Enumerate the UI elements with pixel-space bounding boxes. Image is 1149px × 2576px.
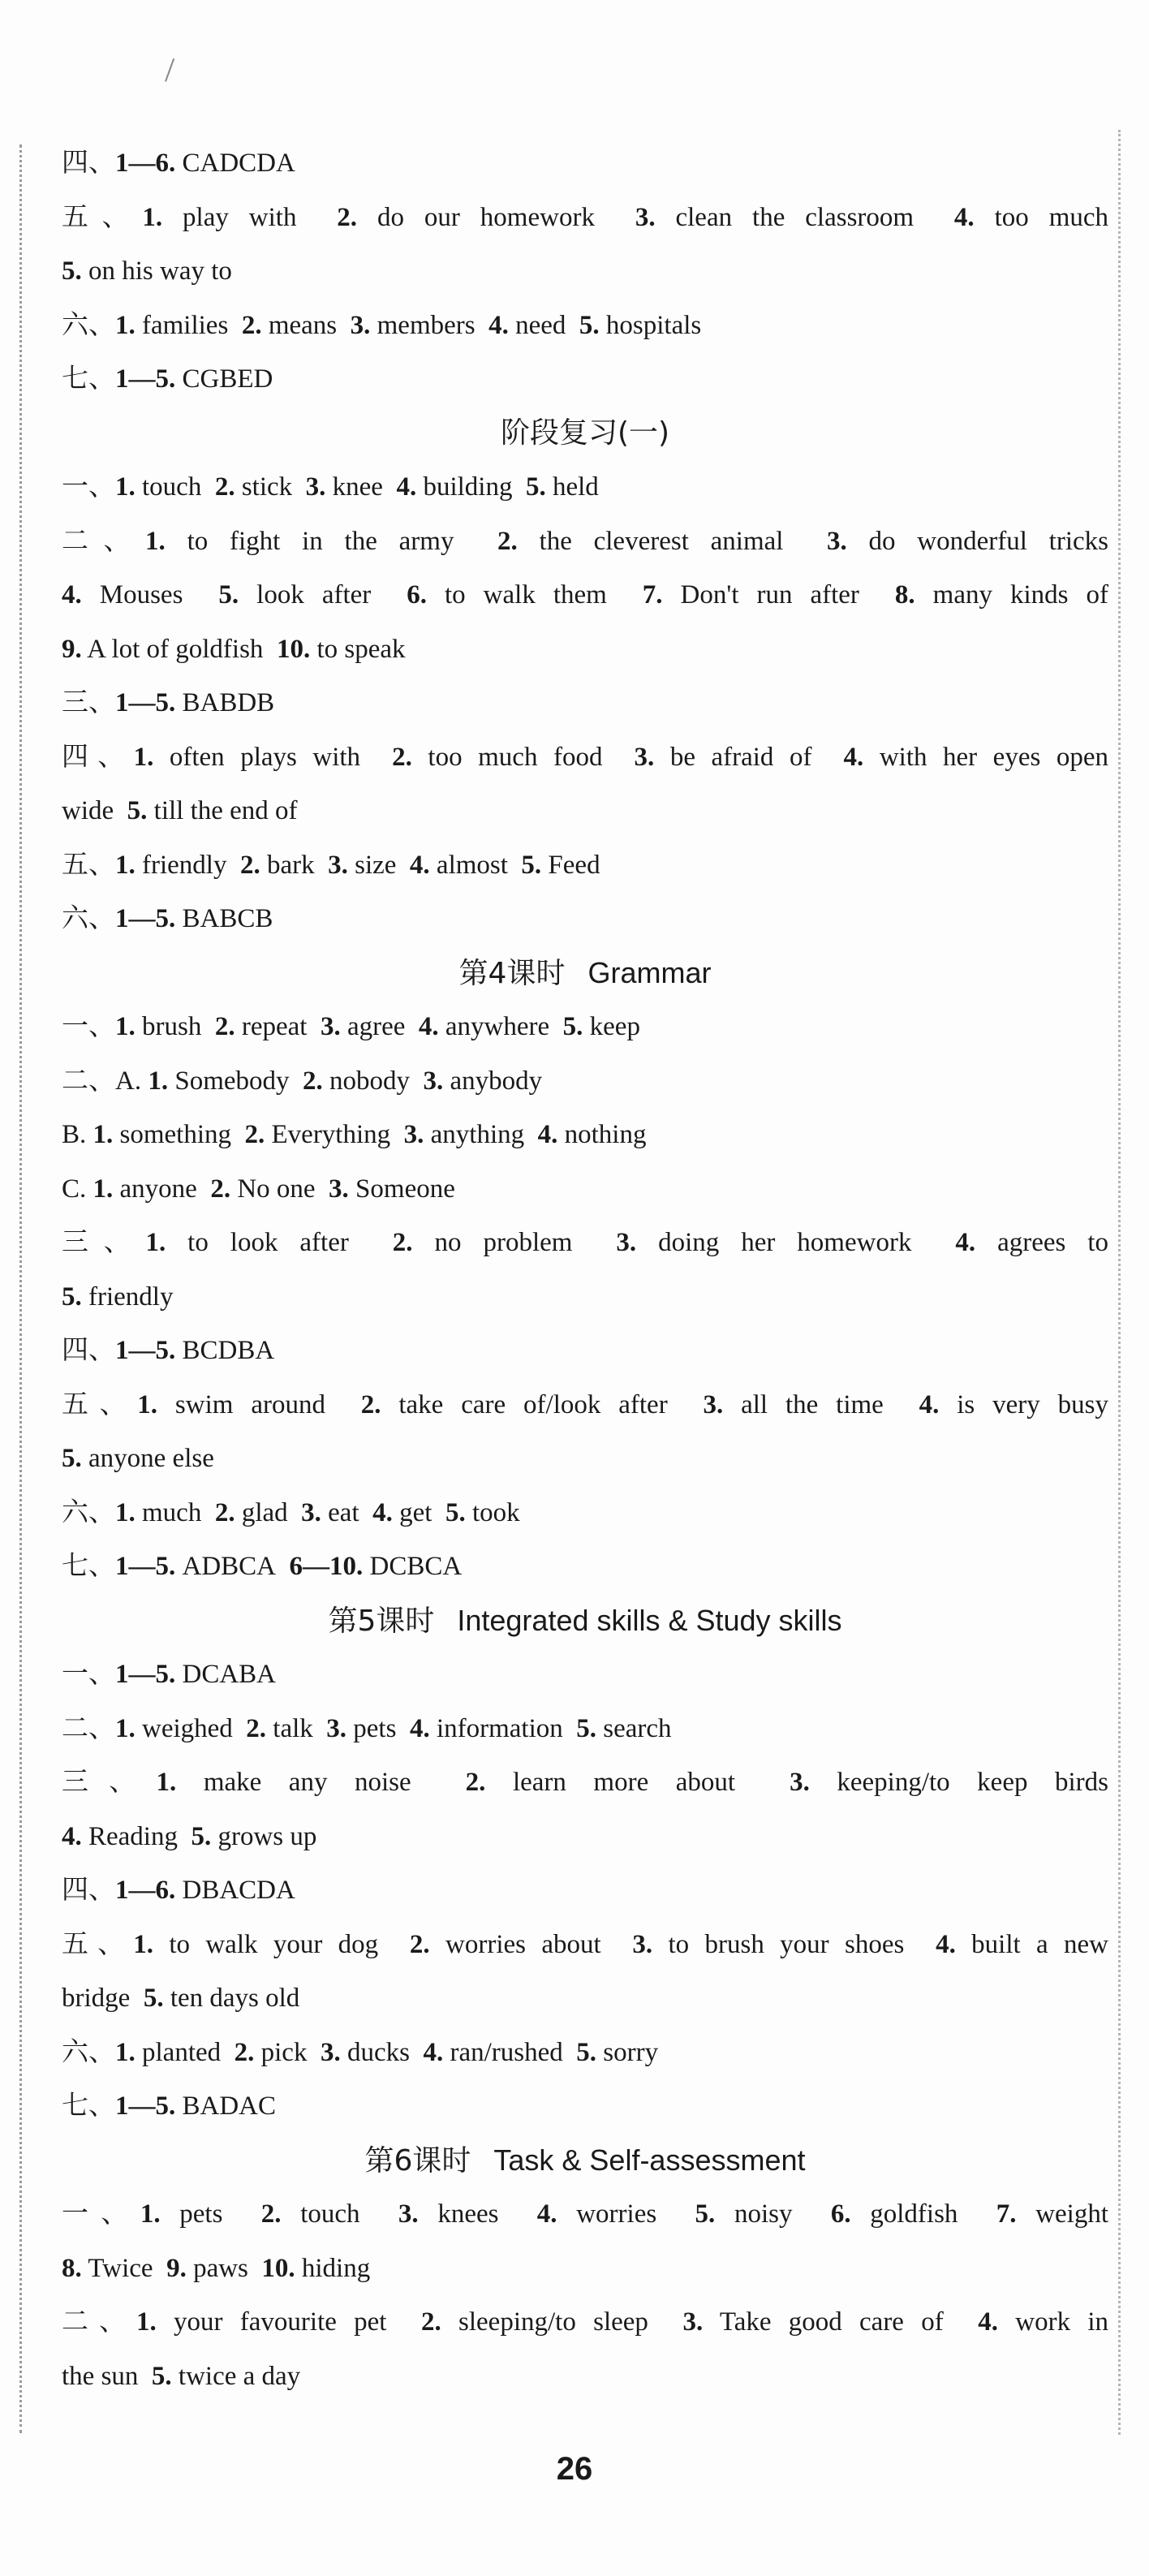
answer-line: 4. Reading 5. grows up — [62, 1821, 317, 1851]
answer-line: 六、1. planted 2. pick 3. ducks 4. ran/rushed 5. sorry — [62, 2037, 659, 2067]
answer-line: 六、1. much 2. glad 3. eat 4. get 5. took — [62, 1497, 520, 1527]
section-title-en: Task & Self-assessment — [493, 2143, 806, 2177]
answer-line: 一、1. touch 2. stick 3. knee 4. building 5. held — [62, 472, 599, 502]
section-title-en: Integrated skills & Study skills — [457, 1603, 842, 1637]
section-title-zh: 第6课时 — [364, 2143, 471, 2178]
answer-line: 五、1. play with 2. do our homework 3. clean the classroom 4. too much — [62, 202, 1109, 232]
answer-line: 七、1—5. BADAC — [62, 2091, 277, 2121]
section-title — [62, 946, 1108, 1001]
section-title-zh: 阶段复习(一) — [500, 416, 670, 450]
answer-line: bridge 5. ten days old — [62, 1984, 300, 2013]
answer-line: the sun 5. twice a day — [62, 2361, 301, 2391]
answer-line: 四、1. often plays with 2. too much food 3. be afraid of 4. with her eyes open — [62, 742, 1109, 772]
answer-line: 三、1. to look after 2. no problem 3. doing her homework 4. agrees to — [62, 1228, 1108, 1257]
answer-line: 五、1. to walk your dog 2. worries about 3. to brush your shoes 4. built a new — [62, 1929, 1109, 1959]
answer-line: 五、1. swim around 2. take care of/look after 3. all the time 4. is very busy — [62, 1389, 1109, 1419]
answer-line: 五、1. friendly 2. bark 3. size 4. almost 5. Feed — [62, 850, 600, 880]
answer-line: 9. A lot of goldfish 10. to speak — [62, 634, 406, 664]
answer-line: 二、1. to fight in the army 2. the cleverest animal 3. do wonderful tricks — [62, 526, 1108, 556]
answer-line: wide 5. till the end of — [62, 796, 298, 825]
answer-line: 5. anyone else — [62, 1444, 214, 1473]
section-title-en: Grammar — [587, 955, 712, 989]
answer-line: 三、1. make any noise 2. learn more about 3. keeping/to keep birds — [62, 1768, 1108, 1797]
answer-line: 三、1—5. BABDB — [62, 688, 275, 717]
answer-line: 二、1. weighed 2. talk 3. pets 4. information 5. search — [62, 1713, 672, 1743]
answer-line: 一、1—5. DCABA — [62, 1660, 277, 1689]
answer-line: 二、1. your favourite pet 2. sleeping/to sleep 3. Take good care of 4. work in — [62, 2307, 1108, 2337]
answer-line: 一、1. brush 2. repeat 3. agree 4. anywhere 5. keep — [62, 1012, 640, 1041]
answer-line: C. 1. anyone 2. No one 3. Someone — [62, 1174, 455, 1204]
answer-line: 六、1—5. BABCB — [62, 904, 273, 933]
answer-line: 8. Twice 9. paws 10. hiding — [62, 2253, 371, 2283]
section-title — [62, 407, 1108, 461]
answer-line: 二、A. 1. Somebody 2. nobody 3. anybody — [62, 1066, 543, 1096]
answer-line: 4. Mouses 5. look after 6. to walk them 7. Don't run after 8. many kinds of — [62, 580, 1108, 610]
answer-line: 七、1—5. ADBCA 6—10. DCBCA — [62, 1552, 463, 1581]
answer-line: 六、1. families 2. means 3. members 4. need 5. hospitals — [62, 310, 702, 340]
answer-line: 四、1—6. CADCDA — [62, 149, 295, 178]
section-title-zh: 第5课时 — [328, 1604, 435, 1638]
answer-line: 5. on his way to — [62, 256, 232, 286]
section-title — [62, 2134, 1108, 2188]
answer-line: 一、1. pets 2. touch 3. knees 4. worries 5. noisy 6. goldfish 7. weight — [62, 2199, 1109, 2229]
pen-mark — [165, 58, 178, 83]
answer-line: B. 1. something 2. Everything 3. anything 4. nothing — [62, 1120, 647, 1149]
right-dotted-border — [1118, 130, 1121, 2435]
answer-line: 5. friendly — [62, 1282, 174, 1312]
answer-line: 七、1—5. CGBED — [62, 364, 273, 394]
answer-line: 四、1—5. BCDBA — [62, 1336, 275, 1365]
section-title — [62, 1594, 1108, 1648]
left-dotted-border — [19, 144, 22, 2433]
answer-list — [62, 136, 1108, 2403]
section-title-zh: 第4课时 — [458, 956, 566, 990]
page-number: 26 — [556, 2451, 593, 2487]
answer-line: 四、1—6. DBACDA — [62, 1876, 295, 1905]
